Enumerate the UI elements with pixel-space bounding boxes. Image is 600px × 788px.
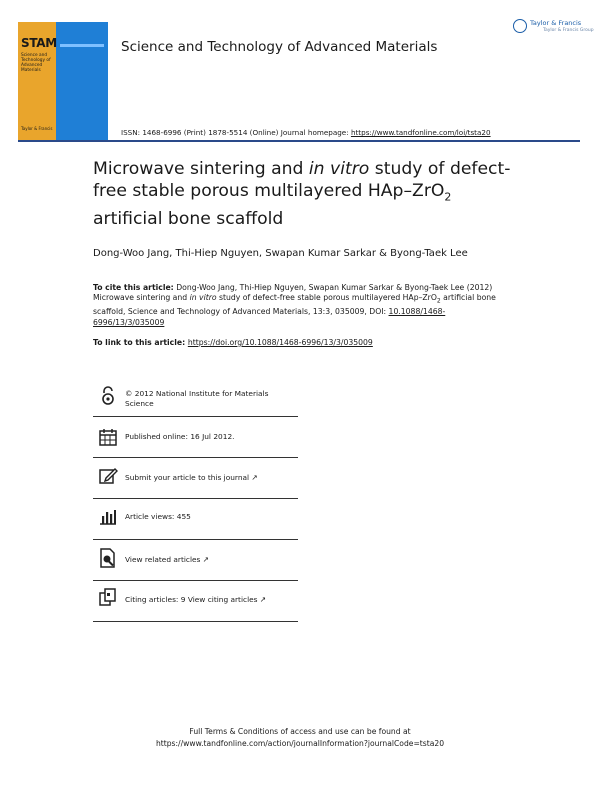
related-box[interactable] xyxy=(93,540,298,581)
citing-icon xyxy=(98,587,118,607)
article-authors: Dong-Woo Jang, Thi-Hiep Nguyen, Swapan Kumar Sarkar & Byong-Taek Lee xyxy=(93,248,468,259)
link-to-article xyxy=(93,338,373,347)
copyright-text: © 2012 National Institute for Materials Science xyxy=(125,389,269,408)
related-text[interactable]: View related articles ↗ xyxy=(125,555,209,564)
search-doc-icon xyxy=(98,548,118,568)
logo-tagline: Taylor & Francis Group xyxy=(543,28,594,33)
cover-publisher: Taylor & Francis xyxy=(21,126,53,131)
external-link-icon: ↗ xyxy=(202,555,209,564)
cover-title: STAM xyxy=(21,36,57,50)
doi-link[interactable]: 10.1088/1468-6996/13/3/035009 xyxy=(93,307,446,327)
citation-block: To cite this article: Dong-Woo Jang, Thi-Hiep Nguyen, Swapan Kumar Sarkar & Byong-Taek Lee (2012) Microwave sintering and in vitro study of defect-free stable porous multilayered HAp–ZrO$_2$ artificial bone scaffold, Science and Technology of Advanced Materials, 13:3, 035009, DOI: 10.1088/1468-6996/13/3/035009 xyxy=(93,283,496,327)
article-title: Microwave sintering and in vitro study of defect-free stable porous multilayered HAp–ZrO$_2$ artificial bone scaffold xyxy=(93,159,511,230)
terms-line: Full Terms & Conditions of access and use can be found at xyxy=(189,727,411,736)
journal-homepage-link[interactable]: https://www.tandfonline.com/loi/tsta20 xyxy=(350,128,491,137)
issn-text: ISSN: 1468-6996 (Print) 1878-5514 (Online) Journal homepage: xyxy=(121,128,351,137)
cover-blue-panel xyxy=(56,22,108,140)
logo-name: Taylor & Francis xyxy=(530,19,582,27)
cite-label: To cite this article: xyxy=(93,283,174,292)
published-box xyxy=(93,417,298,458)
journal-name: Science and Technology of Advanced Materials xyxy=(121,39,438,55)
external-link-icon: ↗ xyxy=(259,595,267,604)
header-divider xyxy=(18,140,580,142)
submit-box[interactable] xyxy=(93,458,298,499)
views-box xyxy=(93,499,298,540)
calendar-icon xyxy=(98,427,118,447)
external-link-icon: ↗ xyxy=(251,473,258,482)
open-access-icon xyxy=(98,386,118,406)
publisher-logo[interactable] xyxy=(513,16,594,36)
article-doi-url[interactable]: https://doi.org/10.1088/1468-6996/13/3/035009 xyxy=(187,338,373,347)
cover-subtitle: Science and Technology of Advanced Materials xyxy=(21,53,51,73)
terms-url[interactable]: https://www.tandfonline.com/action/journalInformation?journalCode=tsta20 xyxy=(155,738,445,748)
terms-footer xyxy=(0,726,600,749)
citing-text[interactable]: Citing articles: 9 View citing articles ↗ xyxy=(125,595,267,604)
published-text: Published online: 16 Jul 2012. xyxy=(125,432,235,441)
citing-box[interactable] xyxy=(93,581,298,622)
submit-text[interactable]: Submit your article to this journal ↗ xyxy=(125,473,258,482)
bar-chart-icon xyxy=(98,507,118,527)
link-label: To link to this article: xyxy=(93,338,188,347)
copyright-box xyxy=(93,381,298,417)
journal-cover-image xyxy=(18,22,108,140)
views-text: Article views: 455 xyxy=(125,512,191,521)
edit-icon xyxy=(98,466,118,486)
logo-circle-icon xyxy=(513,19,527,33)
issn-line xyxy=(121,128,491,137)
